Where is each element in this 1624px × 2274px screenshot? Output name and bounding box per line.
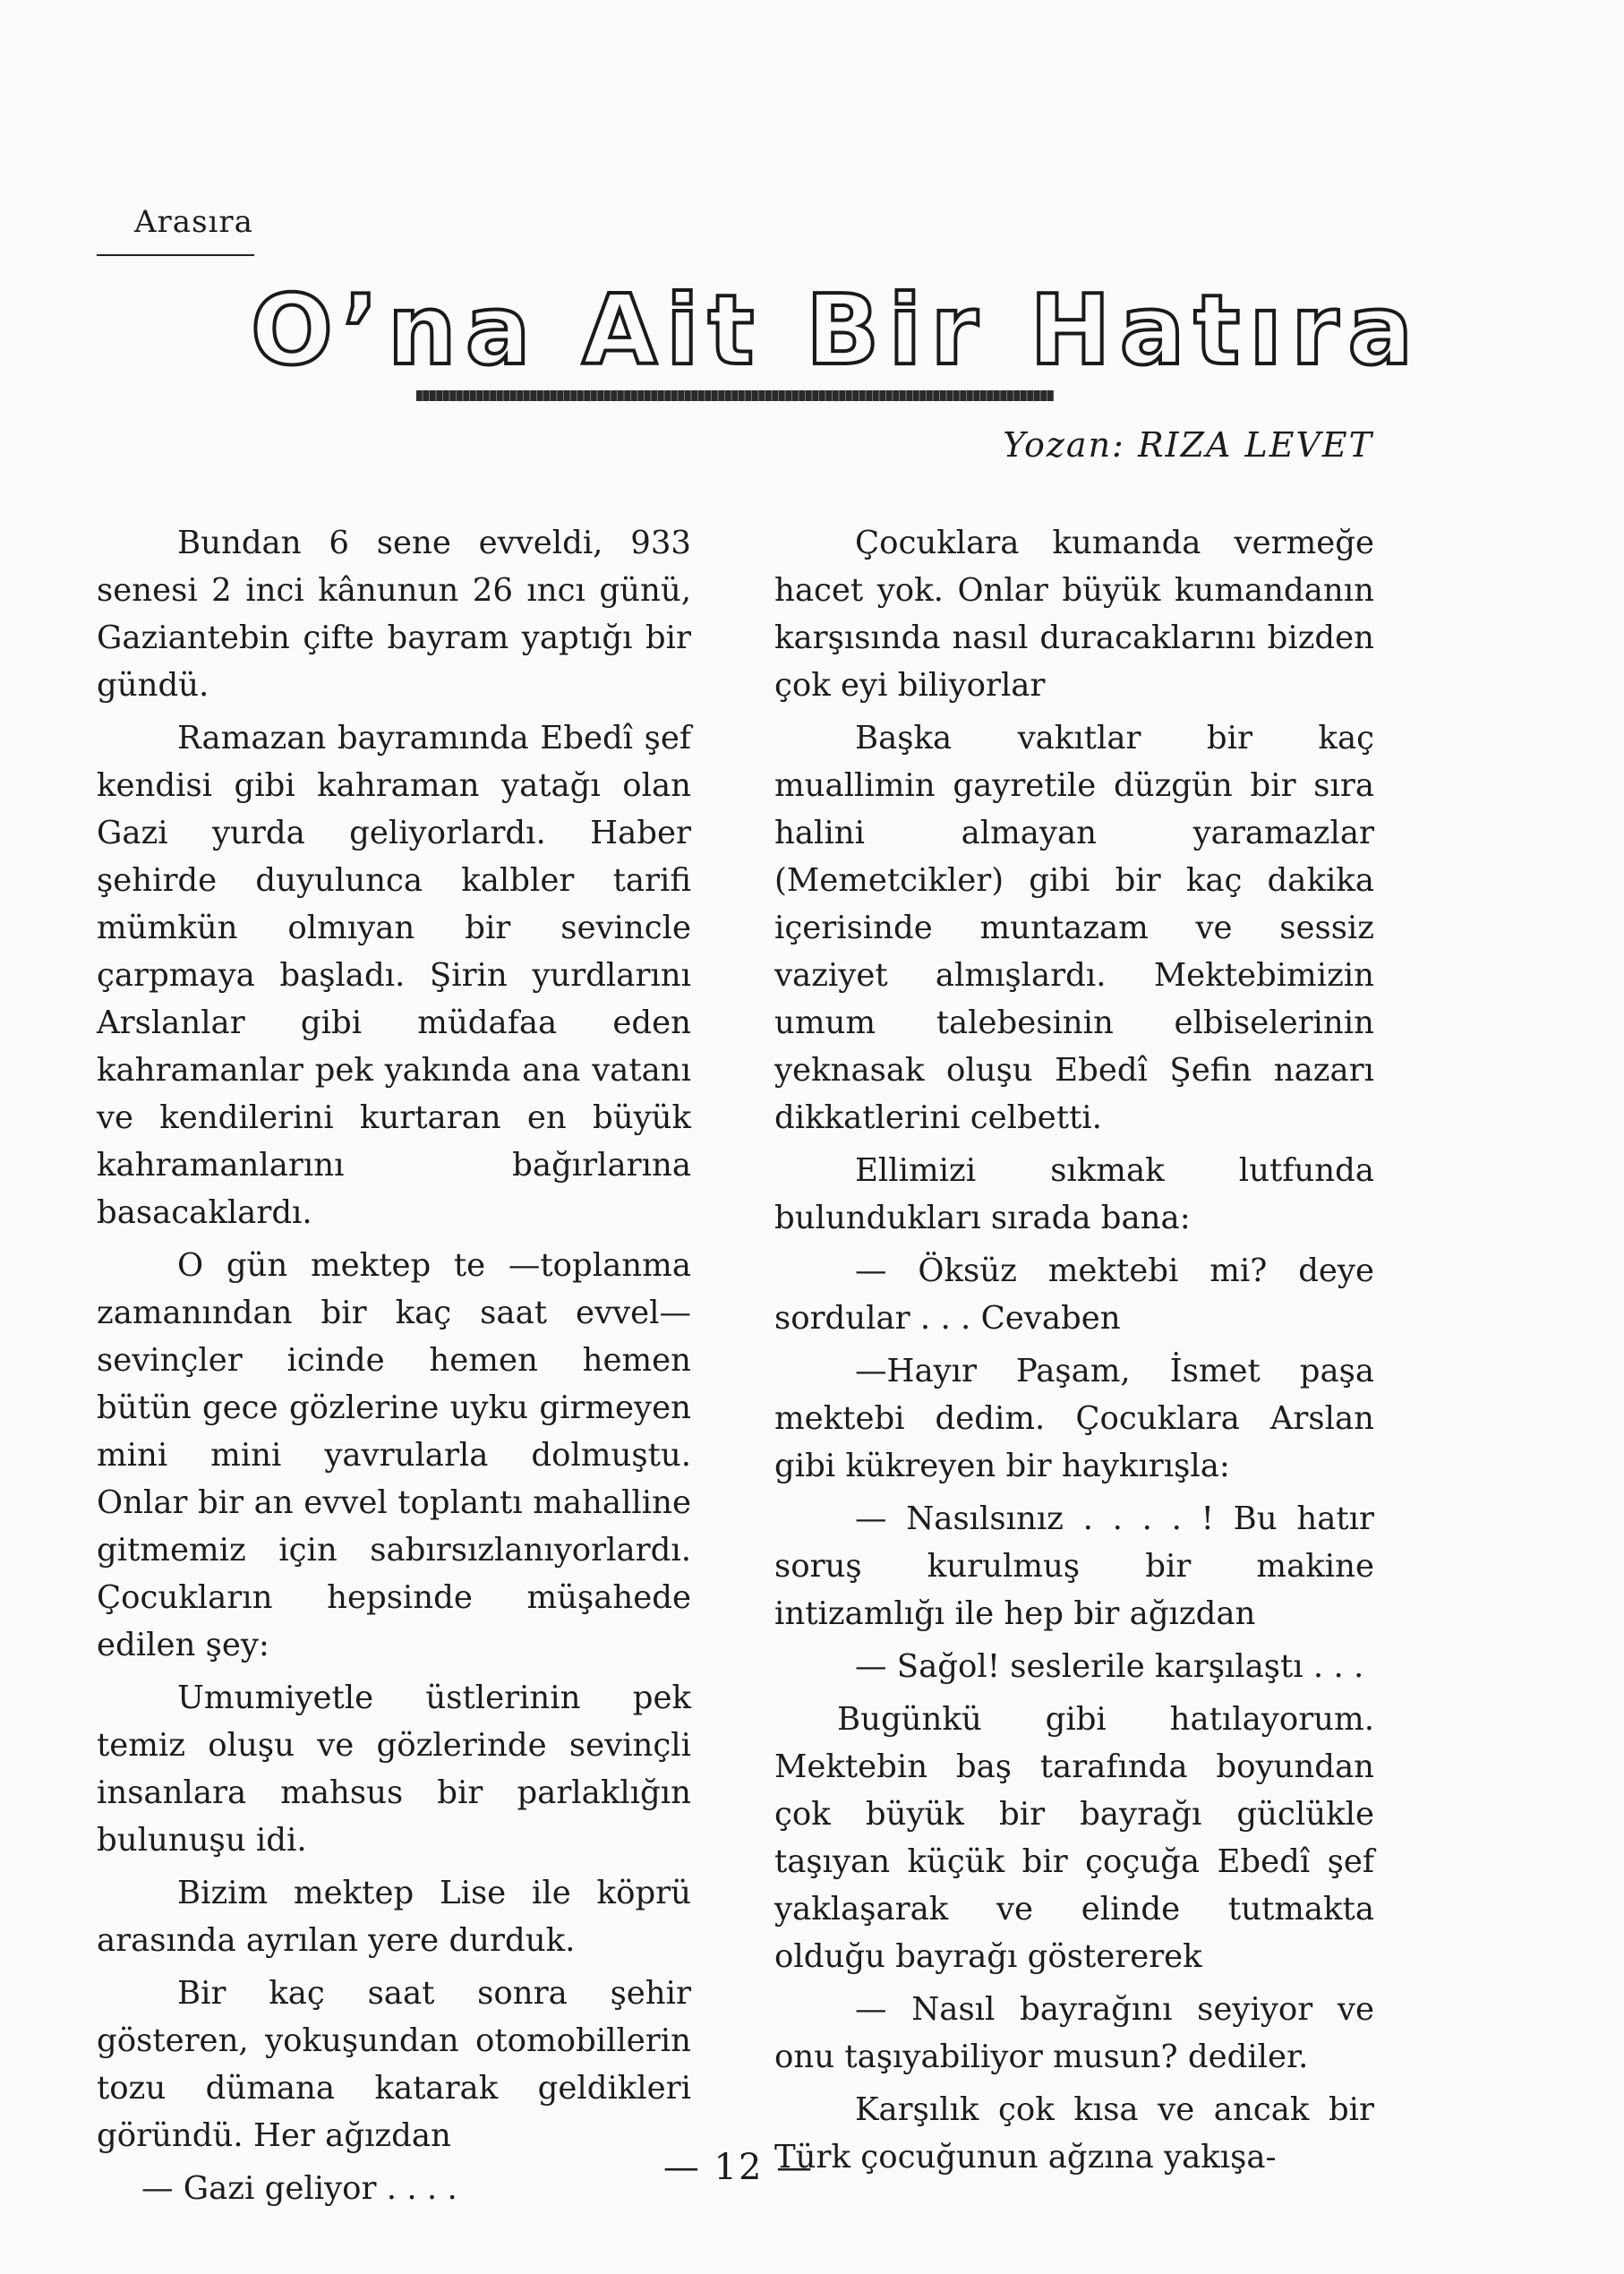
paragraph: Karşılık çok kısa ve ancak bir Türk çocuğunun ağzına yakışa- (774, 2091, 1374, 2176)
paragraph: Başka vakıtlar bir kaç muallimin gayretile düzgün bir sıra halini almayan yaramazlar (Memetcikler) gibi bir kaç dakika içerisinde muntazam ve sessiz vaziyet almışlardı. Mektebimizin umum talebesinin elbiselerinin yeknasak oluşu Ebedî Şefin nazarı dikkatlerini celbetti. (774, 720, 1374, 1136)
paragraph: — Nasılsınız . . . . ! Bu hatır soruş kurulmuş bir makine intizamlığı ile hep bir ağızdan (774, 1500, 1374, 1632)
paragraph: Ramazan bayramında Ebedî şef kendisi gibi kahraman yatağı olan Gazi yurda geliyorlardı. Haber şehirde duyulunca kalbler tarifi mümkün olmıyan bir sevincle çarpmaya başladı. Şirin yurdlarını Arslanlar gibi müdafaa eden kahramanlar pek yakında ana vatanı ve kendilerini kurtaran en büyük kahramanlarını bağırlarına basacaklardı. (97, 720, 691, 1231)
paragraph: — Öksüz mektebi mi? deye sordular . . . Cevaben (774, 1252, 1374, 1337)
paragraph: —Hayır Paşam, İsmet paşa mektebi dedim. Çocuklara Arslan gibi kükreyen bir haykırışla: (774, 1353, 1374, 1484)
left-column (97, 519, 691, 2218)
paragraph: — Sağol! seslerile karşılaştı . . . (855, 1648, 1364, 1685)
paragraph: Bizim mektep Lise ile köprü arasında ayrılan yere durduk. (97, 1875, 691, 1959)
byline: Yozan: RIZA LEVET (1003, 425, 1373, 465)
paragraph: O gün mektep te —toplanma zamanından bir kaç saat evvel— sevinçler icinde hemen hemen bütün gece gözlerine uyku girmeyen mini mini yavrularla dolmuştu. Onlar bir an evvel toplantı mahalline gitmemiz için sabırsızlanıyorlardı. Çocukların hepsinde müşahede edilen şey: (97, 1247, 691, 1663)
article-title: O’na Ait Bir Hatıra (251, 275, 1423, 387)
section-label: Arasıra (134, 204, 253, 240)
paragraph: Umumiyetle üstlerinin pek temiz oluşu ve gözlerinde sevinçli insanlara mahsus bir parlaklığın bulunuşu idi. (97, 1680, 691, 1859)
paragraph: Ellimizi sıkmak lutfunda bulundukları sırada bana: (774, 1152, 1374, 1236)
paragraph: Çocuklara kumanda vermeğe hacet yok. Onlar büyük kumandanın karşısında nasıl duracaklarını bizden çok eyi biliyorlar (774, 525, 1374, 704)
paragraph: Bir kaç saat sonra şehir gösteren, yokuşundan otomobillerin tozu dümana katarak geldikleri göründü. Her ağızdan (97, 1975, 691, 2154)
page-number: — 12 — (662, 2147, 815, 2188)
paragraph: Bugünkü gibi hatılayorum. Mektebin baş tarafında boyundan çok büyük bir bayrağı güclükle taşıyan küçük bir çoçuğa Ebedî şef yaklaşarak ve elinde tutmakta olduğu bayrağı göstererek (774, 1701, 1374, 1975)
paragraph: — Gazi geliyor . . . . (141, 2170, 457, 2207)
title-decorative-bar (416, 390, 1054, 401)
section-underline (97, 254, 254, 256)
paragraph: Bundan 6 sene evveldi, 933 senesi 2 inci kânunun 26 ıncı günü, Gaziantebin çifte bayram yaptığı bir gündü. (97, 525, 691, 704)
right-column (774, 519, 1374, 2186)
paragraph: — Nasıl bayrağını seyiyor ve onu taşıyabiliyor musun? dediler. (774, 1991, 1374, 2075)
